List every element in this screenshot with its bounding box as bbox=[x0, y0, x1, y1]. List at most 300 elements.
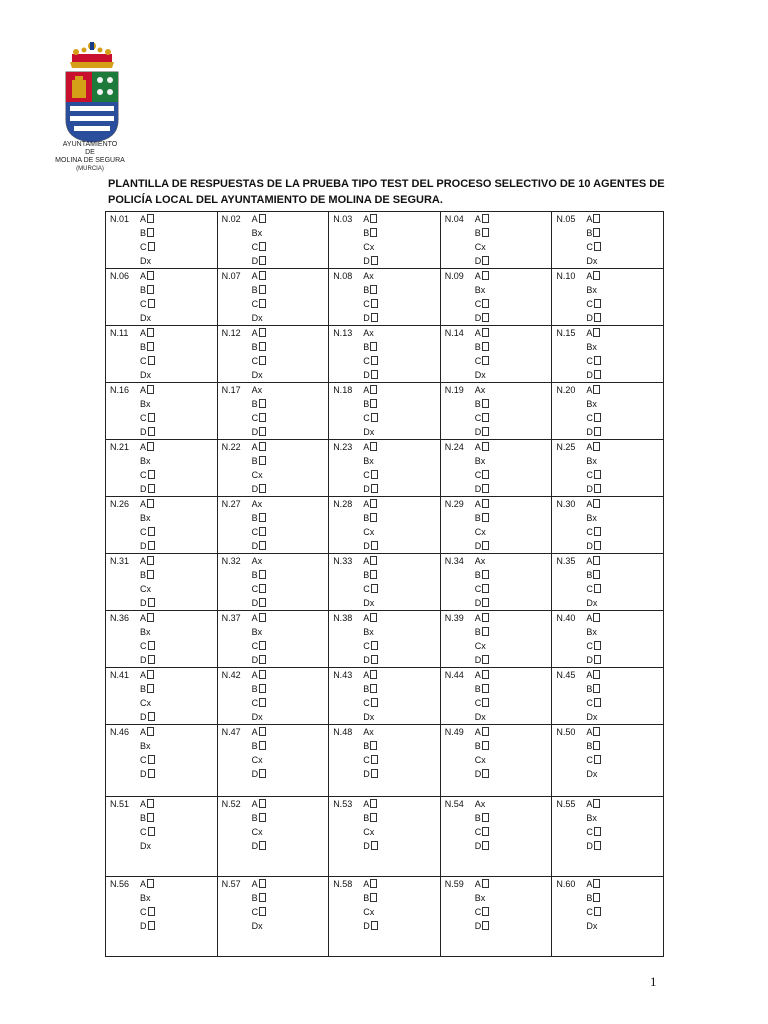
empty-checkbox-icon bbox=[594, 541, 601, 550]
option-label: A bbox=[251, 214, 258, 224]
empty-checkbox-icon bbox=[370, 499, 377, 508]
empty-checkbox-icon bbox=[370, 342, 377, 351]
option-line bbox=[552, 682, 663, 696]
option-label: C bbox=[363, 755, 370, 765]
empty-checkbox-icon bbox=[594, 527, 601, 536]
option-line bbox=[552, 767, 663, 781]
option-label: D bbox=[586, 427, 593, 437]
option-label: A bbox=[140, 879, 147, 889]
answer-cell bbox=[552, 383, 664, 440]
empty-checkbox-icon bbox=[147, 385, 154, 394]
empty-checkbox-icon bbox=[147, 271, 154, 280]
option-line bbox=[329, 891, 440, 905]
option-line bbox=[106, 283, 217, 297]
empty-checkbox-icon bbox=[593, 556, 600, 565]
answer-mark: x bbox=[369, 598, 375, 608]
empty-checkbox-icon bbox=[594, 755, 601, 764]
option-label: D bbox=[363, 841, 370, 851]
option-line bbox=[441, 554, 552, 568]
option-line bbox=[329, 639, 440, 653]
option-line bbox=[441, 811, 552, 825]
option-line bbox=[441, 368, 552, 382]
empty-checkbox-icon bbox=[371, 313, 378, 322]
option-line bbox=[441, 739, 552, 753]
question-number: N.28 bbox=[333, 499, 353, 509]
option-label: C bbox=[363, 641, 370, 651]
option-line bbox=[106, 682, 217, 696]
option-label: D bbox=[363, 427, 370, 437]
option-label: A bbox=[363, 214, 370, 224]
option-label: C bbox=[474, 356, 482, 366]
answer-cell bbox=[106, 212, 218, 269]
empty-checkbox-icon bbox=[370, 813, 377, 822]
empty-checkbox-icon bbox=[482, 698, 489, 707]
option-label: D bbox=[474, 841, 482, 851]
option-line bbox=[106, 226, 217, 240]
answer-mark: x bbox=[146, 584, 151, 594]
question-number: N.60 bbox=[556, 879, 576, 889]
option-label: C bbox=[140, 299, 147, 309]
option-line bbox=[218, 739, 329, 753]
option-line bbox=[552, 354, 663, 368]
option-label: B bbox=[363, 627, 370, 637]
option-line bbox=[106, 311, 217, 325]
option-label: D bbox=[586, 655, 593, 665]
option-line bbox=[218, 283, 329, 297]
option-label: A bbox=[140, 499, 147, 509]
empty-checkbox-icon bbox=[259, 299, 266, 308]
option-line bbox=[329, 254, 440, 268]
option-label: D bbox=[251, 541, 259, 551]
option-label: B bbox=[251, 285, 258, 295]
option-label: C bbox=[586, 698, 593, 708]
option-line bbox=[218, 639, 329, 653]
option-line bbox=[441, 454, 552, 468]
option-label: B bbox=[251, 342, 258, 352]
option-line bbox=[218, 468, 329, 482]
option-label: A bbox=[474, 385, 481, 395]
option-label: A bbox=[363, 499, 370, 509]
option-line bbox=[441, 639, 552, 653]
option-line bbox=[329, 497, 440, 511]
answer-cell bbox=[217, 877, 329, 957]
option-line bbox=[552, 825, 663, 839]
option-line bbox=[106, 753, 217, 767]
option-line bbox=[329, 668, 440, 682]
option-line bbox=[106, 297, 217, 311]
option-line bbox=[552, 340, 663, 354]
option-label: A bbox=[140, 613, 147, 623]
answer-mark: x bbox=[369, 727, 374, 737]
option-label: B bbox=[586, 813, 593, 823]
option-line bbox=[441, 891, 552, 905]
answer-mark: x bbox=[592, 513, 597, 523]
empty-checkbox-icon bbox=[593, 228, 600, 237]
option-label: A bbox=[474, 499, 481, 509]
option-line bbox=[218, 226, 329, 240]
answer-cell bbox=[329, 725, 441, 797]
option-line bbox=[218, 710, 329, 724]
option-line bbox=[218, 411, 329, 425]
empty-checkbox-icon bbox=[482, 655, 489, 664]
question-number: N.04 bbox=[444, 214, 464, 224]
option-line bbox=[218, 596, 329, 610]
empty-checkbox-icon bbox=[370, 741, 377, 750]
answer-cell bbox=[329, 269, 441, 326]
empty-checkbox-icon bbox=[371, 484, 378, 493]
empty-checkbox-icon bbox=[593, 893, 600, 902]
option-label: B bbox=[474, 813, 481, 823]
option-line bbox=[329, 283, 440, 297]
option-label: D bbox=[140, 427, 147, 437]
answer-mark: x bbox=[592, 598, 598, 608]
option-label: A bbox=[474, 556, 481, 566]
option-line bbox=[218, 326, 329, 340]
answer-mark: x bbox=[257, 499, 263, 509]
option-label: B bbox=[251, 813, 258, 823]
question-number: N.13 bbox=[333, 328, 353, 338]
answer-cell bbox=[106, 611, 218, 668]
option-line bbox=[552, 668, 663, 682]
option-label: D bbox=[140, 921, 147, 931]
answer-mark: x bbox=[146, 313, 151, 323]
option-line bbox=[329, 710, 440, 724]
option-label: D bbox=[140, 769, 147, 779]
empty-checkbox-icon bbox=[147, 228, 154, 237]
empty-checkbox-icon bbox=[482, 499, 489, 508]
option-line bbox=[106, 919, 217, 933]
table-row bbox=[106, 877, 664, 957]
question-number: N.30 bbox=[556, 499, 576, 509]
option-line bbox=[441, 340, 552, 354]
option-label: A bbox=[474, 799, 481, 809]
answer-cell bbox=[217, 212, 329, 269]
empty-checkbox-icon bbox=[482, 570, 489, 579]
option-line bbox=[329, 696, 440, 710]
empty-checkbox-icon bbox=[370, 442, 377, 451]
option-line bbox=[329, 653, 440, 667]
option-label: C bbox=[586, 242, 593, 252]
empty-checkbox-icon bbox=[148, 484, 155, 493]
option-label: C bbox=[474, 907, 482, 917]
option-label: A bbox=[251, 442, 258, 452]
option-label: A bbox=[251, 670, 258, 680]
option-line bbox=[106, 710, 217, 724]
option-label: B bbox=[363, 684, 370, 694]
empty-checkbox-icon bbox=[259, 570, 266, 579]
empty-checkbox-icon bbox=[482, 584, 489, 593]
option-label: C bbox=[363, 470, 370, 480]
option-label: C bbox=[586, 470, 593, 480]
empty-checkbox-icon bbox=[371, 541, 378, 550]
option-label: B bbox=[363, 342, 370, 352]
table-row bbox=[106, 497, 664, 554]
option-line bbox=[552, 240, 663, 254]
option-line bbox=[441, 682, 552, 696]
answer-mark: x bbox=[146, 841, 151, 851]
empty-checkbox-icon bbox=[259, 727, 266, 736]
option-label: B bbox=[474, 893, 481, 903]
option-line bbox=[218, 668, 329, 682]
empty-checkbox-icon bbox=[148, 356, 155, 365]
option-label: D bbox=[363, 655, 370, 665]
answer-cell bbox=[106, 497, 218, 554]
answer-cell bbox=[106, 725, 218, 797]
option-label: C bbox=[586, 356, 593, 366]
option-line bbox=[441, 839, 552, 853]
empty-checkbox-icon bbox=[259, 613, 266, 622]
option-label: C bbox=[363, 413, 370, 423]
empty-checkbox-icon bbox=[259, 484, 266, 493]
option-label: B bbox=[363, 399, 370, 409]
answer-mark: x bbox=[258, 313, 263, 323]
option-line bbox=[552, 710, 663, 724]
question-number: N.48 bbox=[333, 727, 353, 737]
empty-checkbox-icon bbox=[259, 670, 266, 679]
answer-mark: x bbox=[592, 712, 598, 722]
empty-checkbox-icon bbox=[147, 879, 154, 888]
answer-mark: x bbox=[258, 370, 263, 380]
option-line bbox=[218, 425, 329, 439]
option-label: C bbox=[474, 527, 482, 537]
empty-checkbox-icon bbox=[259, 442, 266, 451]
answer-mark: x bbox=[369, 627, 374, 637]
option-line bbox=[441, 539, 552, 553]
empty-checkbox-icon bbox=[259, 427, 266, 436]
option-label: A bbox=[586, 328, 593, 338]
option-line bbox=[329, 811, 440, 825]
answer-cell bbox=[440, 269, 552, 326]
option-line bbox=[329, 440, 440, 454]
empty-checkbox-icon bbox=[259, 907, 266, 916]
answer-cell bbox=[106, 797, 218, 877]
option-line bbox=[552, 696, 663, 710]
answer-mark: x bbox=[146, 741, 151, 751]
answer-cell bbox=[440, 668, 552, 725]
option-line bbox=[218, 511, 329, 525]
option-label: D bbox=[586, 712, 593, 722]
answer-mark: x bbox=[480, 456, 486, 466]
answer-mark: x bbox=[369, 456, 374, 466]
option-label: D bbox=[474, 769, 482, 779]
option-label: A bbox=[363, 556, 370, 566]
empty-checkbox-icon bbox=[148, 827, 155, 836]
answer-mark: x bbox=[146, 456, 151, 466]
option-label: B bbox=[474, 285, 481, 295]
option-label: B bbox=[474, 228, 481, 238]
empty-checkbox-icon bbox=[147, 214, 154, 223]
option-line bbox=[441, 625, 552, 639]
option-line bbox=[552, 877, 663, 891]
option-line bbox=[218, 497, 329, 511]
option-line bbox=[441, 326, 552, 340]
empty-checkbox-icon bbox=[482, 613, 489, 622]
table-row bbox=[106, 212, 664, 269]
option-label: A bbox=[474, 727, 481, 737]
empty-checkbox-icon bbox=[594, 827, 601, 836]
option-label: D bbox=[251, 313, 259, 323]
org-line: AYUNTAMIENTO bbox=[62, 141, 118, 148]
empty-checkbox-icon bbox=[148, 755, 155, 764]
option-line bbox=[441, 468, 552, 482]
option-label: D bbox=[586, 256, 593, 266]
answer-mark: x bbox=[592, 627, 597, 637]
option-label: B bbox=[251, 456, 258, 466]
empty-checkbox-icon bbox=[259, 741, 266, 750]
option-line bbox=[218, 383, 329, 397]
option-line bbox=[218, 240, 329, 254]
option-line bbox=[552, 639, 663, 653]
option-line bbox=[552, 625, 663, 639]
question-number: N.36 bbox=[110, 613, 130, 623]
option-label: C bbox=[140, 470, 147, 480]
option-label: B bbox=[140, 813, 147, 823]
empty-checkbox-icon bbox=[147, 556, 154, 565]
empty-checkbox-icon bbox=[259, 684, 266, 693]
answer-cell bbox=[106, 326, 218, 383]
question-number: N.42 bbox=[221, 670, 241, 680]
empty-checkbox-icon bbox=[482, 299, 489, 308]
option-line bbox=[441, 653, 552, 667]
empty-checkbox-icon bbox=[482, 513, 489, 522]
option-line bbox=[329, 611, 440, 625]
answer-mark: x bbox=[146, 698, 151, 708]
option-label: D bbox=[363, 598, 370, 608]
option-line bbox=[218, 611, 329, 625]
option-label: A bbox=[474, 328, 481, 338]
option-line bbox=[218, 625, 329, 639]
empty-checkbox-icon bbox=[482, 598, 489, 607]
option-label: D bbox=[586, 921, 593, 931]
option-line bbox=[106, 525, 217, 539]
question-number: N.37 bbox=[221, 613, 241, 623]
option-label: A bbox=[363, 670, 370, 680]
empty-checkbox-icon bbox=[259, 285, 266, 294]
option-line bbox=[552, 212, 663, 226]
option-line bbox=[441, 525, 552, 539]
answer-cell bbox=[106, 269, 218, 326]
option-label: B bbox=[363, 456, 370, 466]
option-label: B bbox=[586, 570, 593, 580]
option-line bbox=[441, 596, 552, 610]
option-label: D bbox=[251, 256, 259, 266]
option-label: D bbox=[474, 921, 482, 931]
option-label: B bbox=[363, 228, 370, 238]
empty-checkbox-icon bbox=[482, 228, 489, 237]
option-label: B bbox=[474, 570, 481, 580]
question-number: N.17 bbox=[221, 385, 241, 395]
option-label: A bbox=[251, 727, 258, 737]
option-label: D bbox=[586, 598, 593, 608]
empty-checkbox-icon bbox=[148, 242, 155, 251]
option-label: C bbox=[140, 527, 147, 537]
option-line bbox=[106, 767, 217, 781]
answer-mark: x bbox=[146, 399, 151, 409]
empty-checkbox-icon bbox=[370, 799, 377, 808]
option-line bbox=[329, 739, 440, 753]
empty-checkbox-icon bbox=[370, 399, 377, 408]
answer-sheet-table bbox=[105, 211, 664, 957]
answer-mark: x bbox=[481, 370, 486, 380]
option-line bbox=[441, 283, 552, 297]
empty-checkbox-icon bbox=[259, 399, 266, 408]
option-label: B bbox=[140, 684, 147, 694]
page-number: 1 bbox=[650, 974, 657, 989]
empty-checkbox-icon bbox=[594, 356, 601, 365]
table-row bbox=[106, 725, 664, 797]
empty-checkbox-icon bbox=[594, 413, 601, 422]
option-label: D bbox=[474, 313, 482, 323]
option-line bbox=[106, 725, 217, 739]
option-line bbox=[329, 554, 440, 568]
question-number: N.12 bbox=[221, 328, 241, 338]
option-line bbox=[329, 326, 440, 340]
empty-checkbox-icon bbox=[147, 799, 154, 808]
option-line bbox=[441, 919, 552, 933]
option-label: C bbox=[140, 584, 147, 594]
empty-checkbox-icon bbox=[593, 727, 600, 736]
option-label: C bbox=[586, 641, 593, 651]
answer-cell bbox=[440, 440, 552, 497]
option-line bbox=[552, 326, 663, 340]
option-label: A bbox=[140, 214, 147, 224]
option-label: D bbox=[474, 598, 482, 608]
option-line bbox=[441, 269, 552, 283]
empty-checkbox-icon bbox=[259, 456, 266, 465]
option-label: B bbox=[140, 627, 147, 637]
option-line bbox=[106, 468, 217, 482]
empty-checkbox-icon bbox=[371, 755, 378, 764]
org-line: DE bbox=[85, 149, 95, 156]
empty-checkbox-icon bbox=[148, 907, 155, 916]
option-line bbox=[106, 653, 217, 667]
option-line bbox=[441, 696, 552, 710]
option-label: C bbox=[251, 299, 259, 309]
option-label: D bbox=[251, 598, 259, 608]
empty-checkbox-icon bbox=[371, 370, 378, 379]
answer-mark: x bbox=[258, 470, 263, 480]
option-label: C bbox=[474, 827, 482, 837]
answer-mark: x bbox=[481, 641, 486, 651]
option-line bbox=[441, 226, 552, 240]
option-label: D bbox=[474, 370, 482, 380]
option-label: A bbox=[363, 385, 370, 395]
option-label: A bbox=[474, 879, 481, 889]
option-label: B bbox=[586, 399, 593, 409]
option-line bbox=[441, 668, 552, 682]
empty-checkbox-icon bbox=[147, 727, 154, 736]
answer-mark: x bbox=[369, 712, 375, 722]
option-label: C bbox=[474, 584, 482, 594]
option-line bbox=[441, 440, 552, 454]
question-number: N.35 bbox=[556, 556, 576, 566]
empty-checkbox-icon bbox=[259, 356, 266, 365]
option-line bbox=[329, 568, 440, 582]
option-label: C bbox=[140, 242, 147, 252]
question-number: N.23 bbox=[333, 442, 353, 452]
option-label: A bbox=[363, 271, 370, 281]
question-number: N.38 bbox=[333, 613, 353, 623]
empty-checkbox-icon bbox=[594, 641, 601, 650]
answer-cell bbox=[329, 440, 441, 497]
empty-checkbox-icon bbox=[482, 413, 489, 422]
option-label: D bbox=[251, 655, 259, 665]
answer-cell bbox=[440, 797, 552, 877]
option-line bbox=[106, 411, 217, 425]
option-line bbox=[441, 767, 552, 781]
option-label: D bbox=[363, 712, 370, 722]
option-label: D bbox=[586, 841, 593, 851]
